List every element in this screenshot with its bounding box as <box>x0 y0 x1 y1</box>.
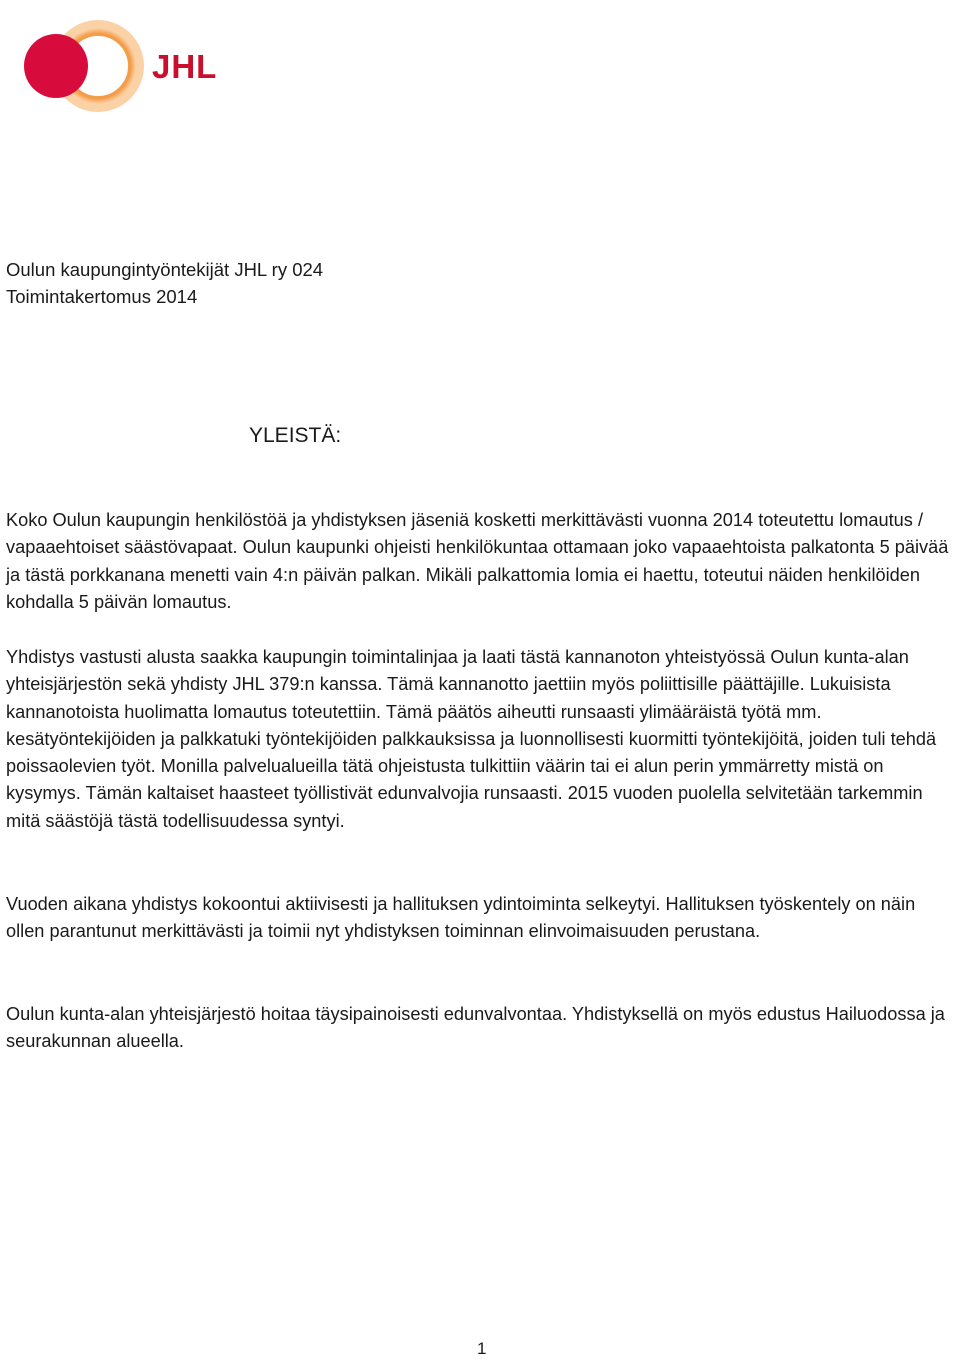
logo-dot <box>24 34 88 98</box>
paragraph-hallitus: Vuoden aikana yhdistys kokoontui aktiivisesti ja hallituksen ydintoiminta selkeytyi. Hallituksen työskentely on näin ollen parantunut merkittävästi ja toimii nyt yhdistyksen toiminnan elinvoimaisuuden perustana. <box>6 894 916 942</box>
paragraph-kannanotto: Yhdistys vastusti alusta saakka kaupungin toimintalinjaa ja laati tästä kannanoton yhteistyössä Oulun kunta-alan yhteisjärjestön sekä yhdisty JHL 379:n kanssa. Tämä kannanotto jaettiin myös poliittisille päättäjille. Lukuisista kannanotoista huolimatta lomautus toteutettiin. Tämä päätös aiheutti runsaasti ylimääräistä työtä mm. kesätyöntekijöiden ja palkkatuki työntekijöiden palkkauksissa ja luonnollisesti kuormitti työntekijöitä, joiden tuli tehdä poissaolevien työt. Monilla palvelualueilla tätä ohjeistusta tulkittiin väärin tai ei alun perin ymmärretty mistä on kysymys. Tämän kaltaiset haasteet työllistivät edunvalvojia runsaasti. 2015 vuoden puolella selvitetään tarkemmin mitä säästöjä tästä todellisuudessa syntyi. <box>6 647 937 831</box>
paragraph-edunvalvonta: Oulun kunta-alan yhteisjärjestö hoitaa täysipainoisesti edunvalvontaa. Yhdistyksellä on myös edustus Hailuodossa ja seurakunnan alueella. <box>6 1004 945 1052</box>
page-number: 1 <box>477 1339 487 1358</box>
logo-text: JHL <box>152 48 218 85</box>
section-heading: YLEISTÄ: <box>249 424 342 447</box>
organization-name: Oulun kaupungintyöntekijät JHL ry 024 <box>6 259 324 280</box>
jhl-logo-graphic <box>18 16 238 116</box>
document-title: Toimintakertomus 2014 <box>6 286 198 307</box>
jhl-logo <box>18 16 238 116</box>
paragraph-lomautus: Koko Oulun kaupungin henkilöstöä ja yhdistyksen jäseniä kosketti merkittävästi vuonna 2014 toteutettu lomautus / vapaaehtoiset säästövapaat. Oulun kaupunki ohjeisti henkilökuntaa ottamaan joko vapaaehtoista palkatonta 5 päivää ja tästä porkkanana menetti vain 4:n päivän palkan. Mikäli palkattomia lomia ei haettu, toteutui näiden henkilöiden kohdalla 5 päivän lomautus. <box>6 510 949 612</box>
